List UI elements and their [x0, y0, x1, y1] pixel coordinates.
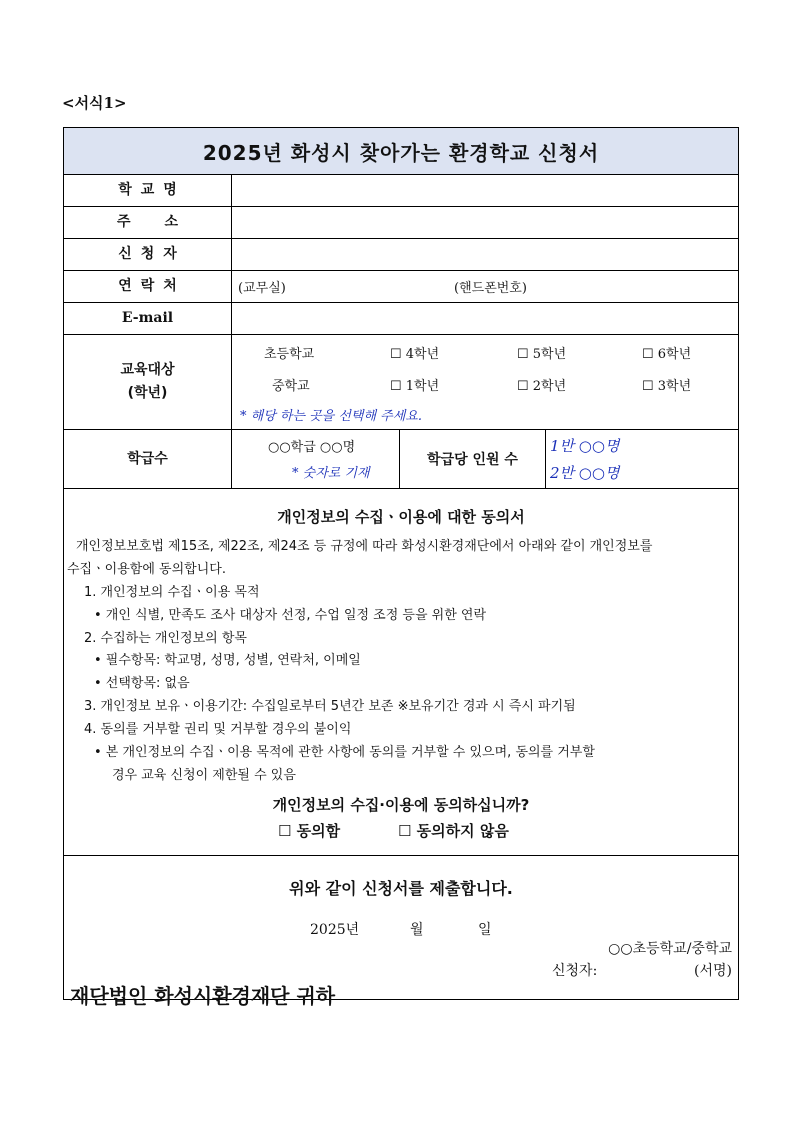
email-label: E-mail — [121, 310, 174, 326]
applicant-label: 신청자 — [118, 246, 186, 262]
consent-item-4b: 경우 교육 신청이 제한될 수 있음 — [112, 768, 296, 783]
classes-note: * 숫자로 기재 — [292, 466, 370, 481]
signature-field[interactable]: (서명) — [694, 963, 732, 979]
submission-school: ○○초등학교/중학교 — [608, 941, 732, 957]
disagree-checkbox[interactable]: ☐ 동의하지 않음 — [398, 822, 509, 840]
consent-item-4: 4. 동의를 거부할 권리 및 거부할 경우의 불이익 — [84, 722, 352, 737]
target-label: 교육대상 — [120, 362, 175, 378]
submission-statement: 위와 같이 신청서를 제출합니다. — [289, 879, 513, 898]
address-label: 주소 — [116, 214, 213, 230]
submission-year: 2025년 — [310, 922, 360, 938]
consent-item-3: 3. 개인정보 보유ㆍ이용기간: 수집일로부터 5년간 보존 ※보유기간 경과 시 즉시 파기됨 — [84, 699, 576, 714]
school-name-label: 학교명 — [118, 182, 186, 198]
consent-intro-1: 개인정보보호법 제15조, 제22조, 제24조 등 규정에 따라 화성시환경재단에서 아래와 같이 개인정보를 — [76, 539, 653, 554]
classes-row — [64, 430, 738, 489]
per-class-2: 2반 ○○명 — [550, 464, 620, 482]
address-row — [64, 207, 738, 239]
elem-grade-4-checkbox[interactable]: ☐ 4학년 — [390, 347, 440, 362]
email-field[interactable] — [232, 303, 738, 334]
target-options — [232, 335, 738, 429]
per-class-1: 1반 ○○명 — [550, 437, 620, 455]
form-title: 2025년 화성시 찾아가는 환경학교 신청서 — [64, 128, 738, 175]
school-name-row — [64, 175, 738, 207]
elem-grade-5-checkbox[interactable]: ☐ 5학년 — [517, 347, 567, 362]
per-class-field[interactable] — [546, 430, 738, 488]
consent-question: 개인정보의 수집·이용에 동의하십니까? — [272, 796, 530, 814]
target-label-sub: (학년) — [127, 385, 168, 401]
submission-month: 월 — [410, 922, 424, 938]
agree-checkbox[interactable]: ☐ 동의함 — [278, 822, 341, 840]
school-name-field[interactable] — [232, 175, 738, 206]
contact-mobile-label: (핸드폰번호) — [454, 281, 527, 296]
mid-grade-3-checkbox[interactable]: ☐ 3학년 — [642, 379, 692, 394]
consent-item-4a: • 본 개인정보의 수집ㆍ이용 목적에 관한 사항에 동의를 거부할 수 있으며, 동의를 거부할 — [94, 745, 595, 760]
address-field[interactable] — [232, 207, 738, 238]
consent-item-2: 2. 수집하는 개인정보의 항목 — [84, 631, 247, 646]
consent-item-2a: • 필수항목: 학교명, 성명, 성별, 연락처, 이메일 — [94, 653, 361, 668]
middle-label: 중학교 — [272, 379, 310, 394]
classes-value: ○○학급 ○○명 — [268, 440, 356, 455]
mid-grade-2-checkbox[interactable]: ☐ 2학년 — [517, 379, 567, 394]
contact-label: 연락처 — [118, 278, 186, 294]
submission-section — [64, 856, 738, 1008]
per-class-label: 학급당 인원 수 — [427, 452, 518, 468]
consent-item-1: 1. 개인정보의 수집ㆍ이용 목적 — [84, 585, 260, 600]
contact-field[interactable] — [232, 271, 738, 302]
elementary-label: 초등학교 — [264, 347, 315, 362]
applicant-row — [64, 239, 738, 271]
target-note: * 해당 하는 곳을 선택해 주세요. — [240, 409, 422, 424]
target-row — [64, 335, 738, 430]
form-number: <서식1> — [62, 94, 127, 112]
submission-applicant: 신청자: — [552, 963, 598, 979]
classes-field[interactable] — [232, 430, 400, 488]
contact-row — [64, 271, 738, 303]
application-form — [63, 127, 739, 1008]
consent-title: 개인정보의 수집ㆍ이용에 대한 동의서 — [277, 508, 525, 526]
classes-label: 학급수 — [127, 450, 168, 467]
applicant-field[interactable] — [232, 239, 738, 270]
consent-item-1a: • 개인 식별, 만족도 조사 대상자 선정, 수업 일정 조정 등을 위한 연락 — [94, 608, 487, 623]
email-row — [64, 303, 738, 335]
consent-section — [64, 489, 738, 856]
contact-office-label: (교무실) — [238, 281, 286, 296]
consent-item-2b: • 선택항목: 없음 — [94, 676, 190, 691]
elem-grade-6-checkbox[interactable]: ☐ 6학년 — [642, 347, 692, 362]
consent-intro-2: 수집ㆍ이용함에 동의합니다. — [67, 562, 226, 577]
submission-day: 일 — [478, 922, 492, 938]
recipient: 재단법인 화성시환경재단 귀하 — [70, 984, 336, 1008]
mid-grade-1-checkbox[interactable]: ☐ 1학년 — [390, 379, 440, 394]
